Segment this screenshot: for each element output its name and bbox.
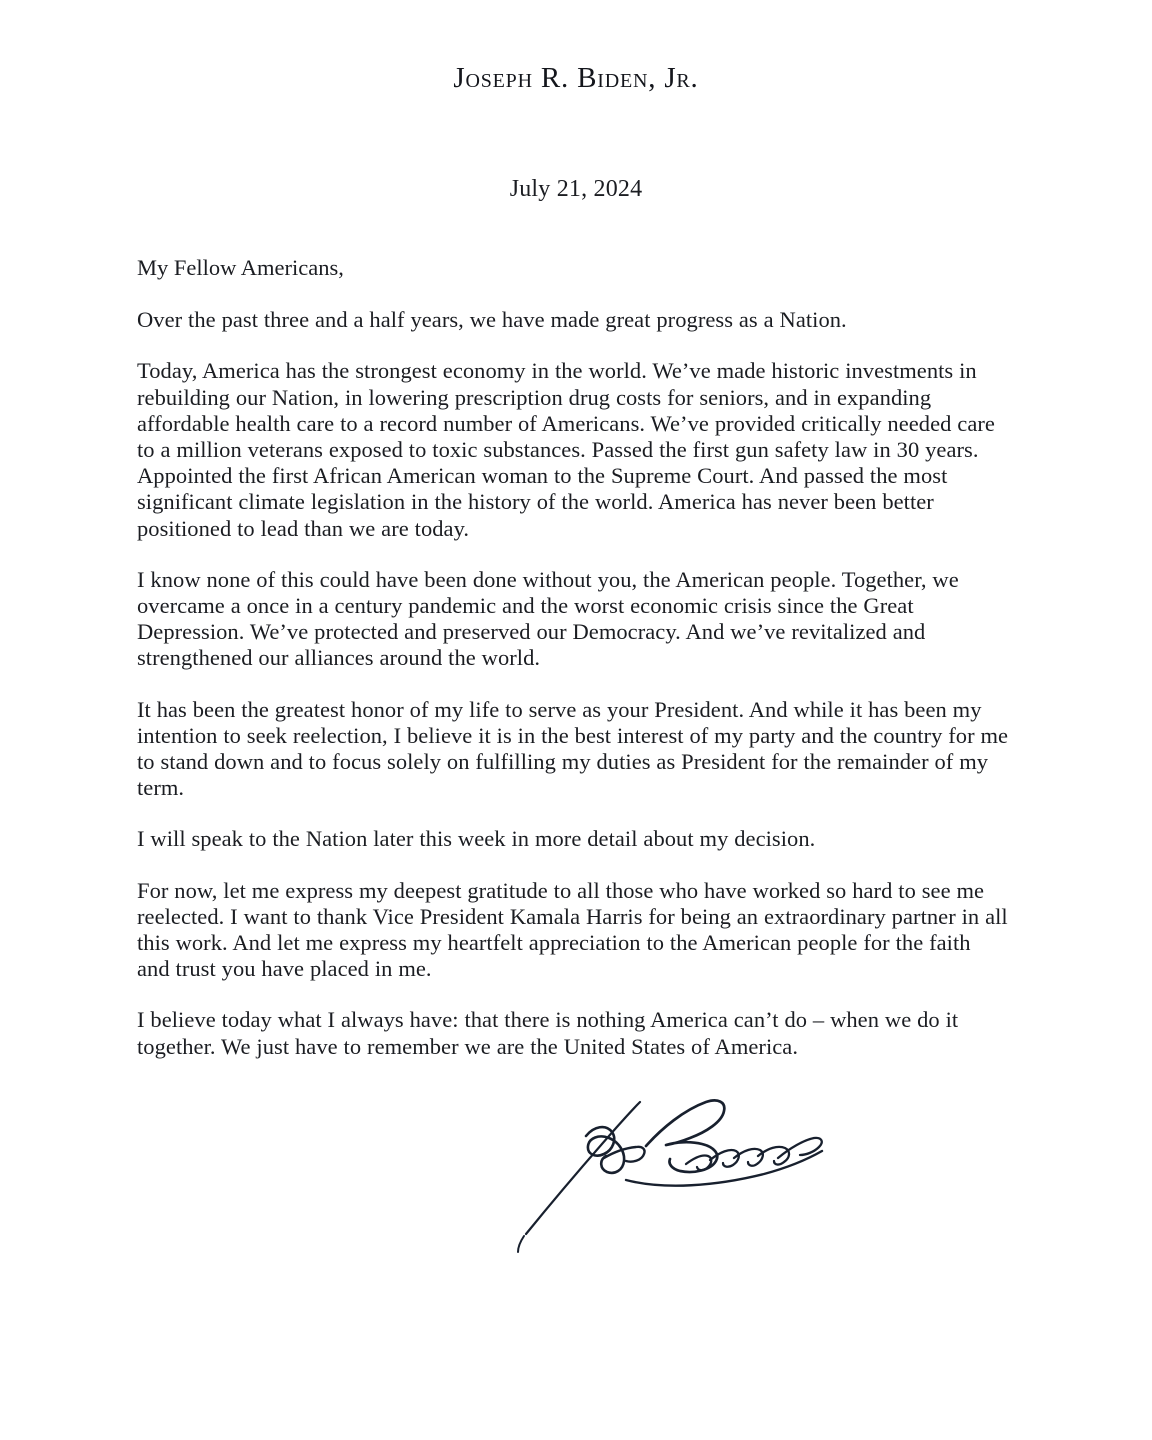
paragraph-6: For now, let me express my deepest gratitude to all those who have worked so hard to see me reelected. I want to thank Vice President Kamala Harris for being an extraordinary partner in all this work. And let me express my heartfelt appreciation to the American people for the faith and trust you have placed in me. xyxy=(137,877,1008,982)
letterhead xyxy=(0,62,1152,95)
paragraph-2: Today, America has the strongest economy in the world. We’ve made historic investments in rebuilding our Nation, in lowering prescription drug costs for seniors, and in expanding affordable health care to a record number of Americans. We’ve provided critically needed care to a million veterans exposed to toxic substances. Passed the first gun safety law in 30 years. Appointed the first African American woman to the Supreme Court. And passed the most significant climate legislation in the history of the world. America has never been better positioned to lead than we are today. xyxy=(137,358,995,541)
signature-ink-icon xyxy=(478,1062,858,1262)
letter-body xyxy=(137,255,1009,1060)
paragraph-3: I know none of this could have been done without you, the American people. Together, we overcame a once in a century pandemic and the worst economic crisis since the Great Depression. We’ve protected and preserved our Democracy. And we’ve revitalized and strengthened our alliances around the world. xyxy=(137,566,959,671)
paragraph-7: I believe today what I always have: that there is nothing America can’t do – when we do it together. We just have to remember we are the United States of America. xyxy=(137,1007,959,1059)
paragraph-4: It has been the greatest honor of my life to serve as your President. And while it has been my intention to seek reelection, I believe it is in the best interest of my party and the country for me to stand down and to focus solely on fulfilling my duties as President for the remainder of my term. xyxy=(137,696,1009,801)
letter-date: July 21, 2024 xyxy=(509,176,643,202)
salutation: My Fellow Americans, xyxy=(137,255,344,280)
paragraph-1: Over the past three and a half years, we have made great progress as a Nation. xyxy=(137,307,847,333)
signature-joe-biden xyxy=(478,1062,858,1262)
letterhead-name: Joseph R. Biden, Jr. xyxy=(453,62,699,94)
date-line xyxy=(0,176,1152,203)
paragraph-5: I will speak to the Nation later this week in more detail about my decision. xyxy=(137,826,816,852)
